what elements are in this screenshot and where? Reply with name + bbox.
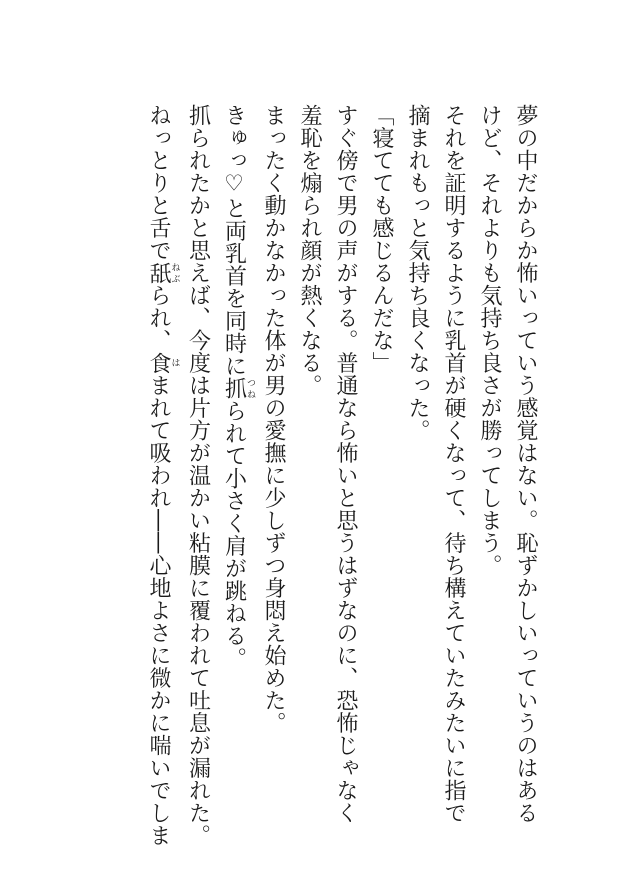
text-line-7: 羞恥を煽られ顔が熱くなる。 [297,104,322,397]
ruby-tsune-reading: つね [245,377,255,400]
line-11-middle: られ、 [146,284,171,352]
ruby-tsune-base: 抓 [221,377,247,400]
text-line-9 [216,104,256,804]
ruby-nebu [146,261,180,285]
line-11-after: まれて吸われ――心地よさに微かに喘いでしま [146,374,171,847]
line-9-before: きゅっ♡と両乳首を同時に [221,104,247,377]
text-line-10: 抓られたかと思えば、今度は片方が温かい粘膜に覆われて吐息が漏れた。 [185,104,211,847]
dialogue-line: 「寝てても感じるんだな」 [369,104,394,374]
text-line-3: それを証明するように乳首が硬くなって、待ち構えていたみたいに指で [441,104,466,824]
text-line-2: けど、それよりも気持ち良さが勝ってしまう。 [477,104,502,577]
ruby-ha-base: 食 [146,351,171,374]
ruby-tsune [221,377,255,400]
text-line-11 [140,104,180,847]
text-line-6: すぐ傍で男の声がする。普通なら怖いと思うはずなのに、恐怖じゃなく [333,104,358,824]
ruby-nebu-base: 舐 [146,261,171,284]
text-line-1: 夢の中だからか怖いっていう感覚はない。恥ずかしいっていうのはある [513,104,538,824]
text-line-4: 摘まれもっと気持ち良くなった。 [405,104,430,442]
line-9-after: られて小さく肩が跳ねる。 [221,399,247,670]
text-line-8: まったく動かなかった体が男の愛撫に少しずつ身悶え始めた。 [261,104,286,734]
vertical-text-body [140,104,543,847]
ruby-ha [146,351,180,375]
line-11-before: ねっとりと舌で [146,104,171,262]
ruby-ha-reading: は [169,351,180,374]
ruby-nebu-reading: ねぶ [169,261,180,284]
